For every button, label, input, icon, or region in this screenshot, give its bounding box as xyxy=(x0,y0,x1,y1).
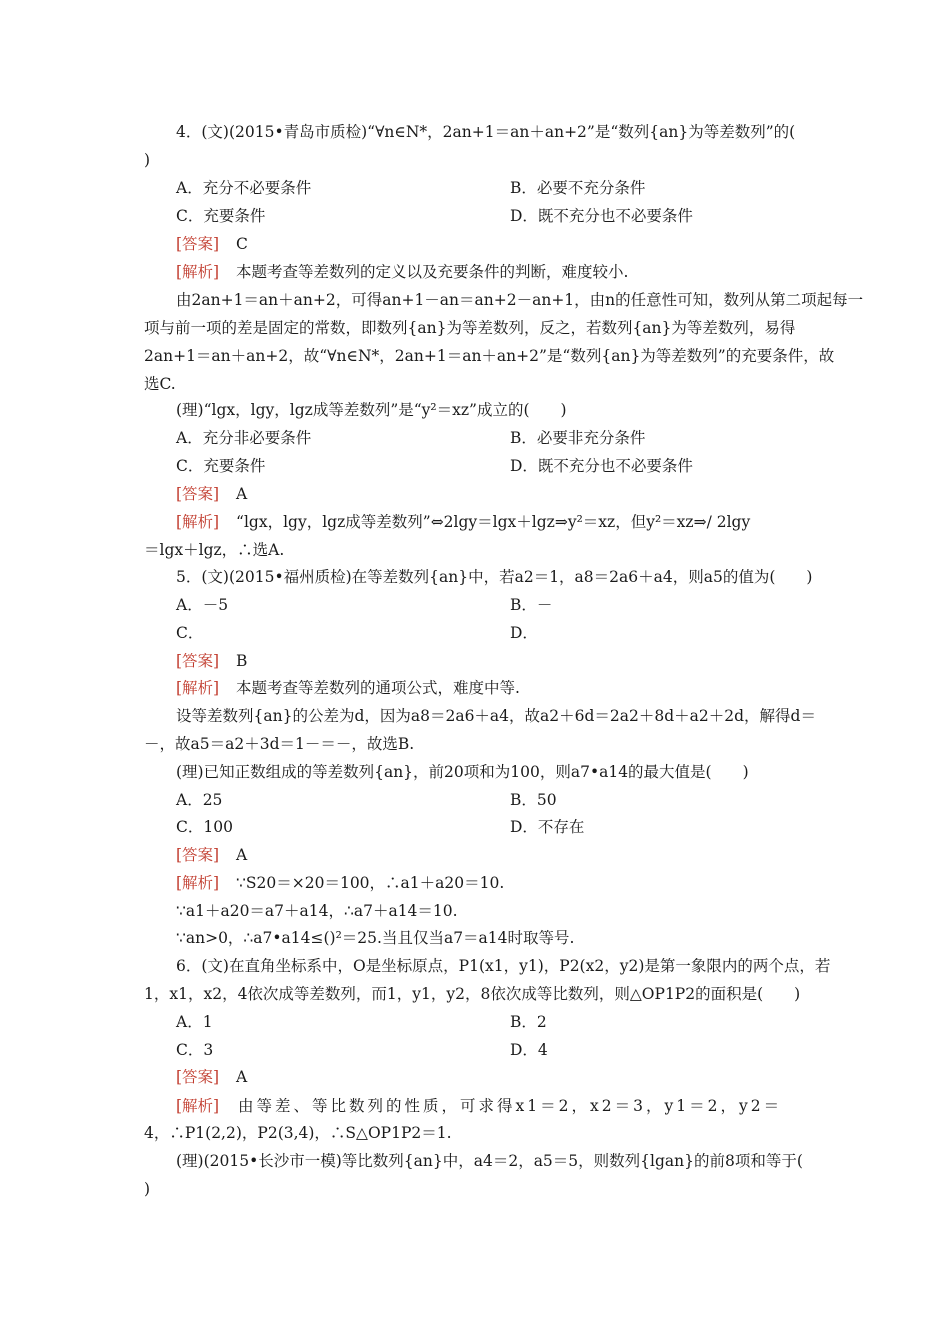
option-c: C．充要条件 xyxy=(176,207,266,225)
q5-li-answer xyxy=(176,844,856,866)
option-a: A．1 xyxy=(176,1013,213,1031)
q6-wen-analysis xyxy=(176,1095,856,1117)
option-c: C．100 xyxy=(176,818,233,836)
q4-wen-analysis xyxy=(176,261,856,283)
q6-li-stem-cont: ) xyxy=(144,1180,151,1198)
q4-li-analysis xyxy=(176,511,856,533)
q6-wen-answer xyxy=(176,1066,856,1088)
q4-li-options-cd xyxy=(176,455,856,477)
q5-wen-analysis xyxy=(176,677,856,699)
answer-label: [答案] xyxy=(176,846,220,864)
option-b: B．－ xyxy=(510,596,553,614)
q4-wen-answer xyxy=(176,233,856,255)
q5-li-stem: (理)已知正数组成的等差数列{an}，前20项和为100，则a7•a14的最大值是( ) xyxy=(176,763,749,781)
option-d: D．既不充分也不必要条件 xyxy=(510,457,693,475)
q4-wen-options-ab xyxy=(176,177,856,199)
analysis-label: [解析] xyxy=(176,513,220,531)
q6-wen-options-cd xyxy=(176,1039,856,1061)
q5-li-options-ab xyxy=(176,789,856,811)
q6-wen-stem: 6．(文)在直角坐标系中，O是坐标原点，P1(x1，y1)，P2(x2，y2)是第一象限内的两个点，若 xyxy=(176,957,831,975)
option-b: B．50 xyxy=(510,791,557,809)
q5-wen-analysis-line: 设等差数列{an}的公差为d，因为a8＝2a6＋a4，故a2＋6d＝2a2＋8d＋a2＋2d，解得d＝ xyxy=(176,707,816,725)
option-a: A．25 xyxy=(176,791,223,809)
option-a: A．－5 xyxy=(176,596,229,614)
q6-wen-analysis-line: 4，∴P1(2,2)，P2(3,4)，∴S△OP1P2＝1. xyxy=(144,1124,452,1142)
q4-wen-options-cd xyxy=(176,205,856,227)
option-a: A．充分不必要条件 xyxy=(176,179,312,197)
q6-wen-stem-cont: 1，x1，x2，4依次成等差数列，而1，y1，y2，8依次成等比数列，则△OP1P2的面积是( ) xyxy=(144,985,801,1003)
option-a: A．充分非必要条件 xyxy=(176,429,312,447)
answer-value: C xyxy=(236,235,248,253)
answer-label: [答案] xyxy=(176,485,220,503)
answer-label: [答案] xyxy=(176,1068,220,1086)
q5-wen-analysis-line: －，故a5＝a2＋3d＝1－＝－，故选B. xyxy=(144,735,415,753)
q5-li-options-cd xyxy=(176,816,856,838)
q6-wen-options-ab xyxy=(176,1011,856,1033)
analysis-text: 本题考查等差数列的通项公式，难度中等. xyxy=(236,679,520,697)
option-b: B．2 xyxy=(510,1013,547,1031)
analysis-label: [解析] xyxy=(176,679,220,697)
analysis-text: 由等差、等比数列的性质，可求得x1＝2，x2＝3，y1＝2，y2＝ xyxy=(238,1097,783,1115)
analysis-text: ∵S20＝×20＝100，∴a1＋a20＝10. xyxy=(236,874,505,892)
q5-li-analysis-line: ∵a1＋a20＝a7＋a14，∴a7＋a14＝10. xyxy=(176,902,458,920)
answer-label: [答案] xyxy=(176,652,220,670)
q5-wen-options-ab xyxy=(176,594,856,616)
analysis-label: [解析] xyxy=(176,263,220,281)
analysis-text: 本题考查等差数列的定义以及充要条件的判断，难度较小. xyxy=(236,263,629,281)
answer-value: A xyxy=(236,1068,248,1086)
answer-value: A xyxy=(236,485,248,503)
q4-li-answer xyxy=(176,483,856,505)
analysis-text: “lgx，lgy，lgz成等差数列”⇔2lgy＝lgx＋lgz⇒y²＝xz，但y²＝xz⇒/ 2lgy xyxy=(236,513,751,531)
option-b: B．必要不充分条件 xyxy=(510,179,646,197)
analysis-label: [解析] xyxy=(176,874,220,892)
q5-wen-stem: 5．(文)(2015•福州质检)在等差数列{an}中，若a2＝1，a8＝2a6＋a4，则a5的值为( ) xyxy=(176,568,813,586)
q4-wen-analysis-line: 选C. xyxy=(144,375,176,393)
option-c: C．充要条件 xyxy=(176,457,266,475)
analysis-label: [解析] xyxy=(176,1097,220,1115)
option-b: B．必要非充分条件 xyxy=(510,429,646,447)
answer-label: [答案] xyxy=(176,235,220,253)
q4-li-analysis-line: ＝lgx＋lgz，∴选A. xyxy=(144,541,285,559)
q5-wen-answer xyxy=(176,650,856,672)
answer-value: A xyxy=(236,846,248,864)
q4-wen-stem-cont: ) xyxy=(144,151,151,169)
q4-li-stem: (理)“lgx，lgy，lgz成等差数列”是“y²＝xz”成立的( ) xyxy=(176,401,567,419)
q5-li-analysis-line: ∵an>0，∴a7•a14≤()²＝25.当且仅当a7＝a14时取等号. xyxy=(176,929,575,947)
answer-value: B xyxy=(236,652,248,670)
q4-li-options-ab xyxy=(176,427,856,449)
q4-wen-analysis-line: 项与前一项的差是固定的常数，即数列{an}为等差数列，反之，若数列{an}为等差数列，易得 xyxy=(144,319,796,337)
q5-wen-options-cd xyxy=(176,622,856,644)
option-d: D．不存在 xyxy=(510,818,585,836)
option-d: D．4 xyxy=(510,1041,548,1059)
q6-li-stem: (理)(2015•长沙市一模)等比数列{an}中，a4＝2，a5＝5，则数列{lgan}的前8项和等于( xyxy=(176,1152,803,1170)
q4-wen-stem: 4．(文)(2015•青岛市质检)“∀n∈N*，2an+1＝an＋an+2”是“数列{an}为等差数列”的( xyxy=(176,123,796,141)
option-c: C．3 xyxy=(176,1041,214,1059)
option-c: C． xyxy=(176,624,204,642)
option-d: D． xyxy=(510,624,538,642)
q4-wen-analysis-line: 2an+1＝an＋an+2，故“∀n∈N*，2an+1＝an＋an+2”是“数列{an}为等差数列”的充要条件，故 xyxy=(144,347,835,365)
q4-wen-analysis-line: 由2an+1＝an＋an+2，可得an+1－an＝an+2－an+1，由n的任意性可知，数列从第二项起每一 xyxy=(176,291,864,309)
q5-li-analysis xyxy=(176,872,856,894)
option-d: D．既不充分也不必要条件 xyxy=(510,207,693,225)
